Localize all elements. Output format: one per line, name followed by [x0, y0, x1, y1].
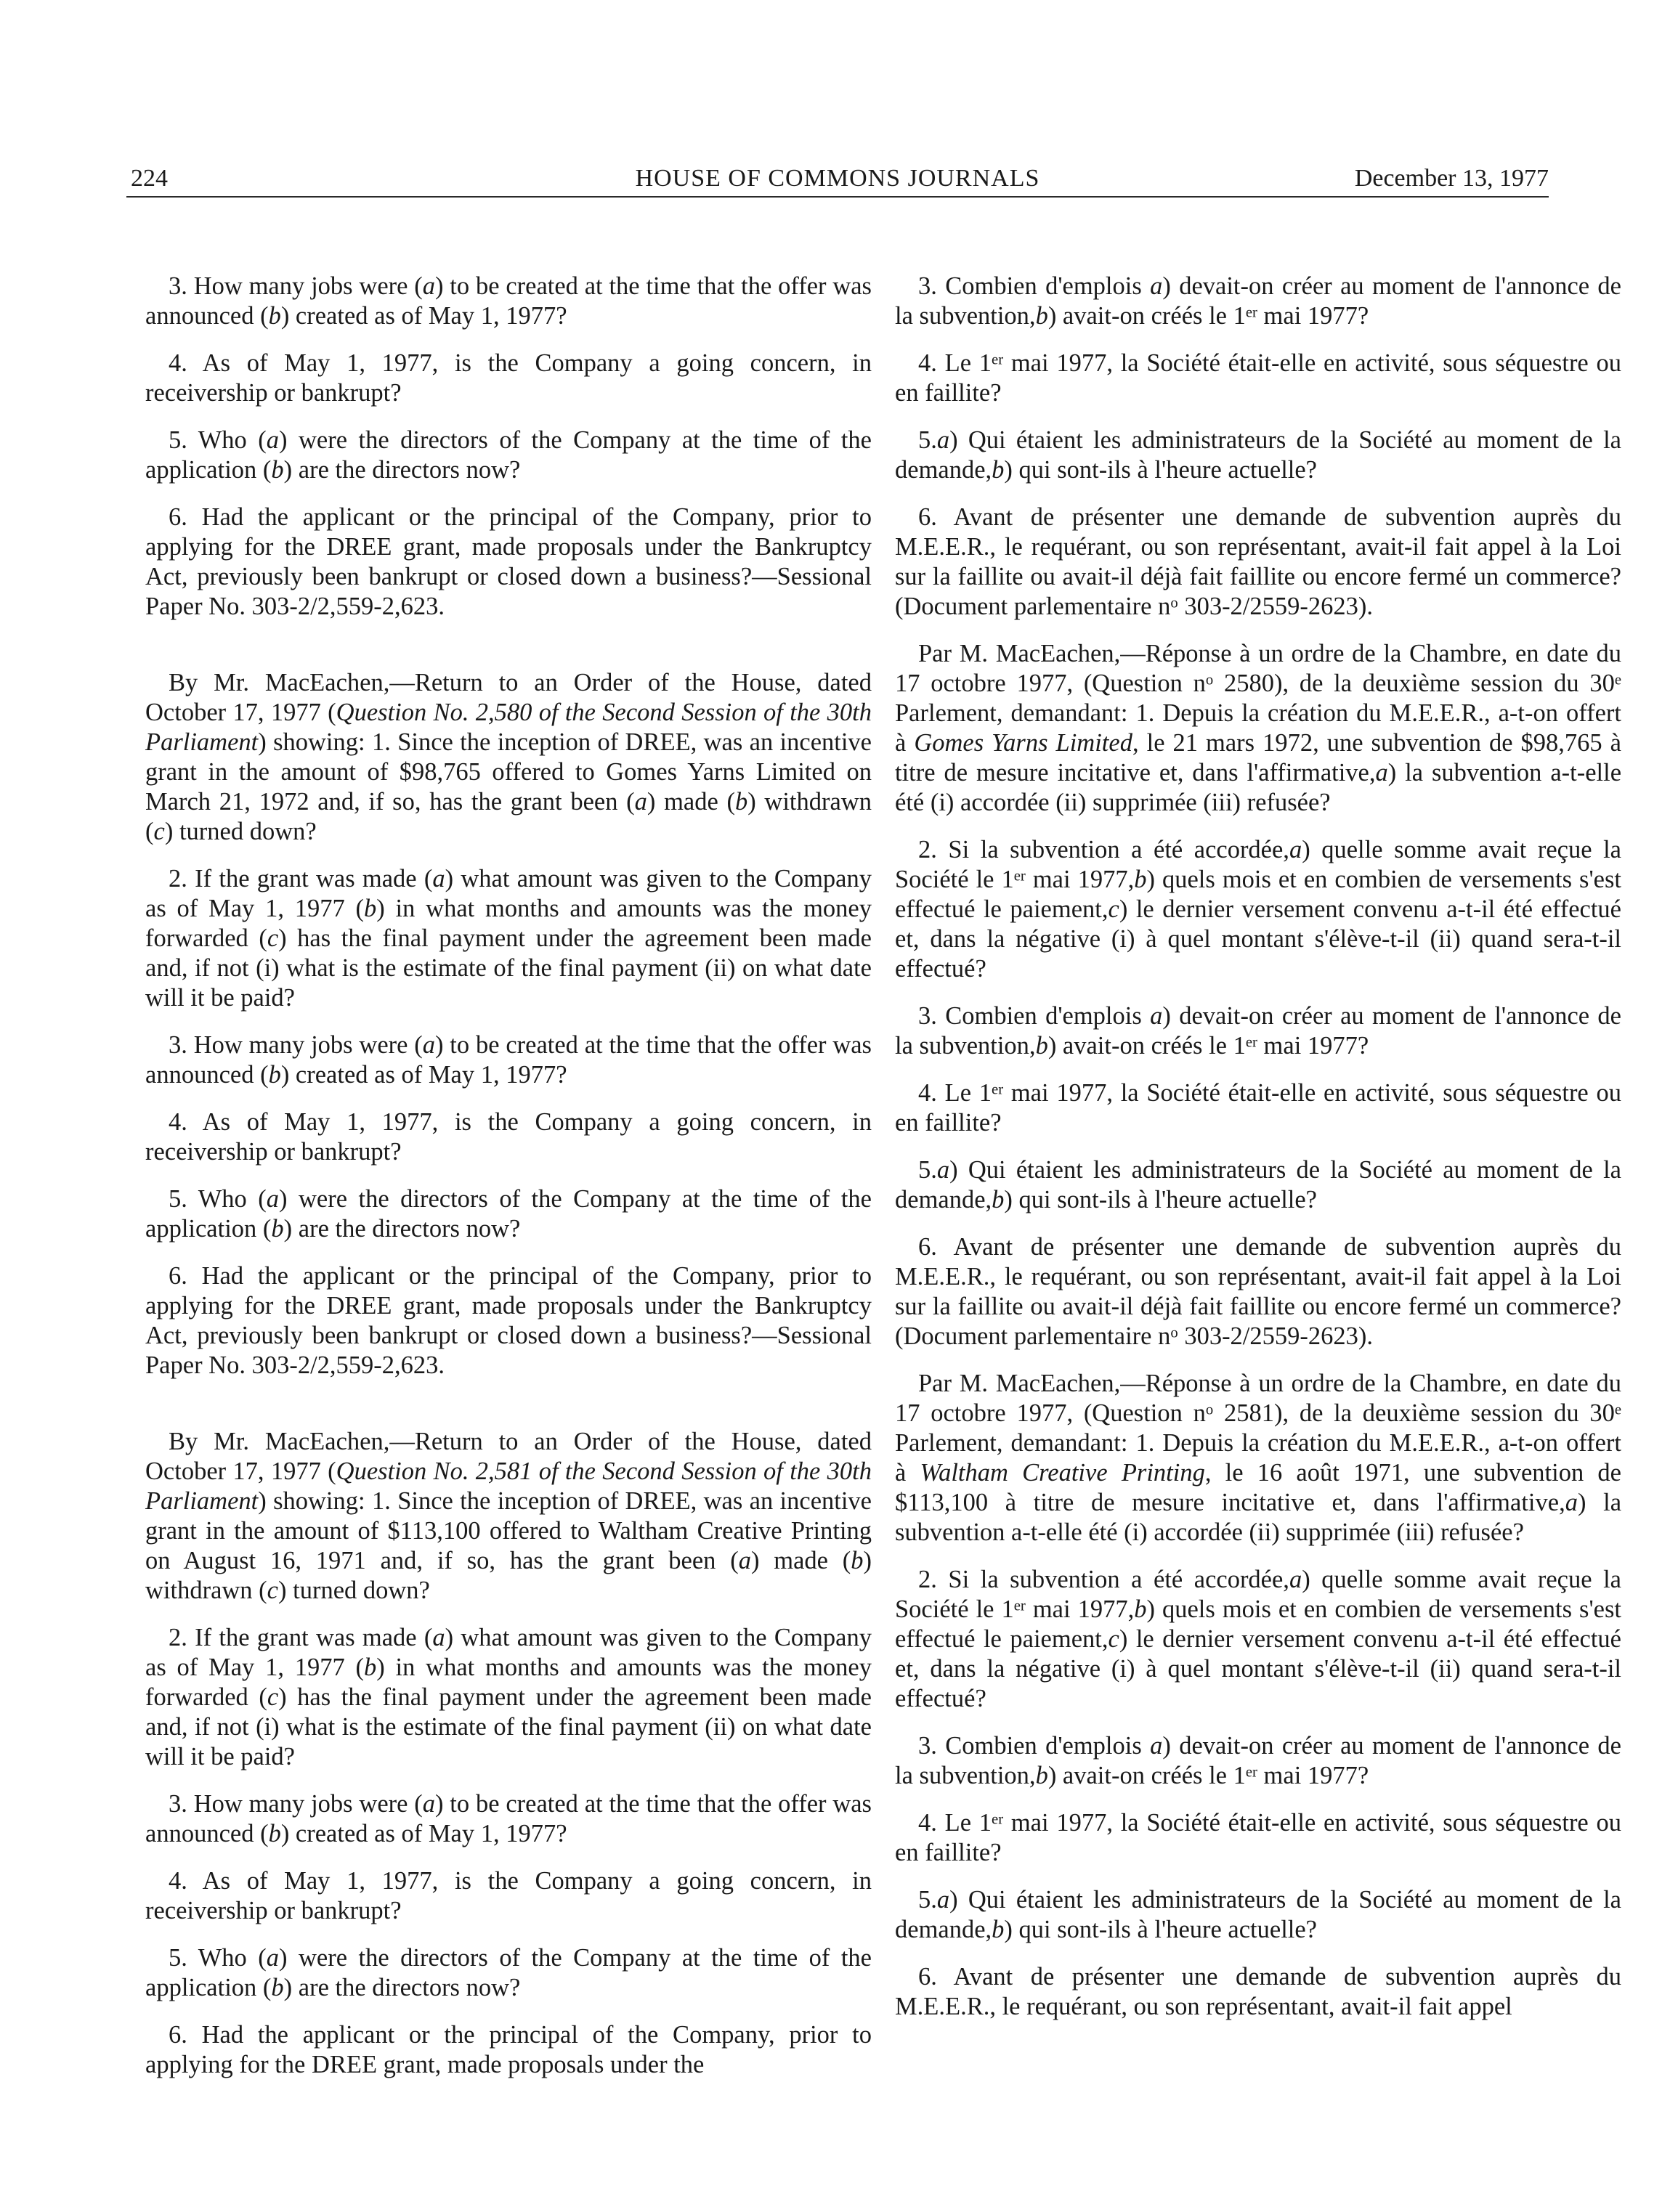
paragraph: 5.a) Qui étaient les administrateurs de la Société au moment de la demande,b) qui sont-ils à l'heure actuelle?	[895, 1156, 1621, 1213]
paragraph: 3. How many jobs were (a) to be created at the time that the offer was announced (b) created as of May 1, 1977?	[145, 272, 872, 330]
paragraph: 6. Had the applicant or the principal of the Company, prior to applying for the DREE grant, made proposals under the Bankruptcy Act, previously been bankrupt or closed down a business?—Sessional Paper No. 303-2/2,559-2,623.	[145, 503, 872, 620]
paragraph: 6. Had the applicant or the principal of the Company, prior to applying for the DREE grant, made proposals under the Bankruptcy Act, previously been bankrupt or closed down a business?—Sessional Paper No. 303-2/2,559-2,623.	[145, 1262, 872, 1379]
paragraph: 4. Le 1er mai 1977, la Société était-elle en activité, sous séquestre ou en faillite?	[895, 1809, 1621, 1866]
paragraph: 4. As of May 1, 1977, is the Company a going concern, in receivership or bankrupt?	[145, 1108, 872, 1166]
paragraph: 4. Le 1er mai 1977, la Société était-elle en activité, sous séquestre ou en faillite?	[895, 1079, 1621, 1137]
paragraph: 3. Combien d'emplois a) devait-on créer au moment de l'annonce de la subvention,b) avait-on créés le 1er mai 1977?	[895, 1732, 1621, 1789]
paragraph: 5.a) Qui étaient les administrateurs de la Société au moment de la demande,b) qui sont-ils à l'heure actuelle?	[895, 1886, 1621, 1943]
paragraph: 2. If the grant was made (a) what amount was given to the Company as of May 1, 1977 (b) in what months and amounts was the money forwarded (c) has the final payment under the agreement been made and, if not (i) what is the estimate of the final payment (ii) on what date will it be paid?	[145, 865, 872, 1012]
paragraph: 2. If the grant was made (a) what amount was given to the Company as of May 1, 1977 (b) in what months and amounts was the money forwarded (c) has the final payment under the agreement been made and, if not (i) what is the estimate of the final payment (ii) on what date will it be paid?	[145, 1624, 872, 1770]
paragraph: 3. How many jobs were (a) to be created at the time that the offer was announced (b) created as of May 1, 1977?	[145, 1031, 872, 1089]
paragraph: 5.a) Qui étaient les administrateurs de la Société au moment de la demande,b) qui sont-ils à l'heure actuelle?	[895, 426, 1621, 484]
paragraph: 5. Who (a) were the directors of the Company at the time of the application (b) are the directors now?	[145, 426, 872, 484]
english-column	[145, 272, 872, 2080]
paragraph: 3. Combien d'emplois a) devait-on créer au moment de l'annonce de la subvention,b) avait-on créés le 1er mai 1977?	[895, 272, 1621, 330]
paragraph: 4. As of May 1, 1977, is the Company a going concern, in receivership or bankrupt?	[145, 1867, 872, 1924]
page-header	[126, 161, 1549, 198]
paragraph: 6. Avant de présenter une demande de subvention auprès du M.E.E.R., le requérant, ou son représentant, avait-il fait appel à la Loi sur la faillite ou avait-il déjà fait faillite ou encore fermé un commerce? (Document parlementaire $n^o$ 303-2/2559-2623).	[895, 503, 1621, 620]
return-order-paragraph: Par M. MacEachen,—Réponse à un ordre de la Chambre, en date du 17 octobre 1977, (Question $n^o$ 2580), de la deuxième session du 30e Parlement, demandant: 1. Depuis la création du M.E.E.R., a-t-on offert à Gomes Yarns Limited, le 21 mars 1972, une subvention de $98,765 à titre de mesure incitative et, dans l'affirmative,a) la subvention a-t-elle été (i) accordée (ii) supprimée (iii) refusée?	[895, 640, 1622, 816]
paragraph: 2. Si la subvention a été accordée,a) quelle somme avait reçue la Société le 1er mai 1977,b) quels mois et en combien de versements s'est effectué le paiement,c) le dernier versement convenu a-t-il été effectué et, dans la négative (i) à quel montant s'élève-t-il (ii) quand sera-t-il effectué?	[895, 836, 1621, 983]
paragraph: 6. Had the applicant or the principal of the Company, prior to applying for the DREE grant, made proposals under the	[145, 2021, 872, 2078]
return-order-paragraph: Par M. MacEachen,—Réponse à un ordre de la Chambre, en date du 17 octobre 1977, (Question $n^o$ 2581), de la deuxième session du 30e Parlement, demandant: 1. Depuis la création du M.E.E.R., a-t-on offert à Waltham Creative Printing, le 16 août 1971, une subvention de $113,100 à titre de mesure incitative et, dans l'affirmative,a) la subvention a-t-elle été (i) accordée (ii) supprimée (iii) refusée?	[895, 1370, 1622, 1546]
paragraph: 3. How many jobs were (a) to be created at the time that the offer was announced (b) created as of May 1, 1977?	[145, 1790, 872, 1847]
paragraph: 6. Avant de présenter une demande de subvention auprès du M.E.E.R., le requérant, ou son représentant, avait-il fait appel à la Loi sur la faillite ou avait-il déjà fait faillite ou encore fermé un commerce? (Document parlementaire $n^o$ 303-2/2559-2623).	[895, 1233, 1621, 1350]
paragraph: 4. As of May 1, 1977, is the Company a going concern, in receivership or bankrupt?	[145, 349, 872, 407]
header-date: December 13, 1977	[1354, 165, 1549, 192]
journal-title: HOUSE OF COMMONS JOURNALS	[635, 165, 1040, 192]
paragraph: 5. Who (a) were the directors of the Company at the time of the application (b) are the directors now?	[145, 1185, 872, 1243]
paragraph: 4. Le 1er mai 1977, la Société était-elle en activité, sous séquestre ou en faillite?	[895, 349, 1621, 407]
paragraph: 2. Si la subvention a été accordée,a) quelle somme avait reçue la Société le 1er mai 1977,b) quels mois et en combien de versements s'est effectué le paiement,c) le dernier versement convenu a-t-il été effectué et, dans la négative (i) à quel montant s'élève-t-il (ii) quand sera-t-il effectué?	[895, 1566, 1621, 1712]
paragraph: 5. Who (a) were the directors of the Company at the time of the application (b) are the directors now?	[145, 1944, 872, 2001]
return-order-paragraph: By Mr. MacEachen,—Return to an Order of the House, dated October 17, 1977 (Question No. 2,580 of the Second Session of the 30th Parliament) showing: 1. Since the inception of DREE, was an incentive grant in the amount of $98,765 offered to Gomes Yarns Limited on March 21, 1972 and, if so, has the grant been (a) made (b) withdrawn (c) turned down?	[145, 669, 872, 845]
french-column	[895, 272, 1621, 2022]
paragraph: 3. Combien d'emplois a) devait-on créer au moment de l'annonce de la subvention,b) avait-on créés le 1er mai 1977?	[895, 1002, 1621, 1060]
paragraph: 6. Avant de présenter une demande de subvention auprès du M.E.E.R., le requérant, ou son représentant, avait-il fait appel	[895, 1963, 1621, 2020]
page-number: 224	[131, 165, 168, 192]
return-order-paragraph: By Mr. MacEachen,—Return to an Order of the House, dated October 17, 1977 (Question No. 2,581 of the Second Session of the 30th Parliament) showing: 1. Since the inception of DREE, was an incentive grant in the amount of $113,100 offered to Waltham Creative Printing on August 16, 1971 and, if so, has the grant been (a) made (b) withdrawn (c) turned down?	[145, 1428, 872, 1604]
